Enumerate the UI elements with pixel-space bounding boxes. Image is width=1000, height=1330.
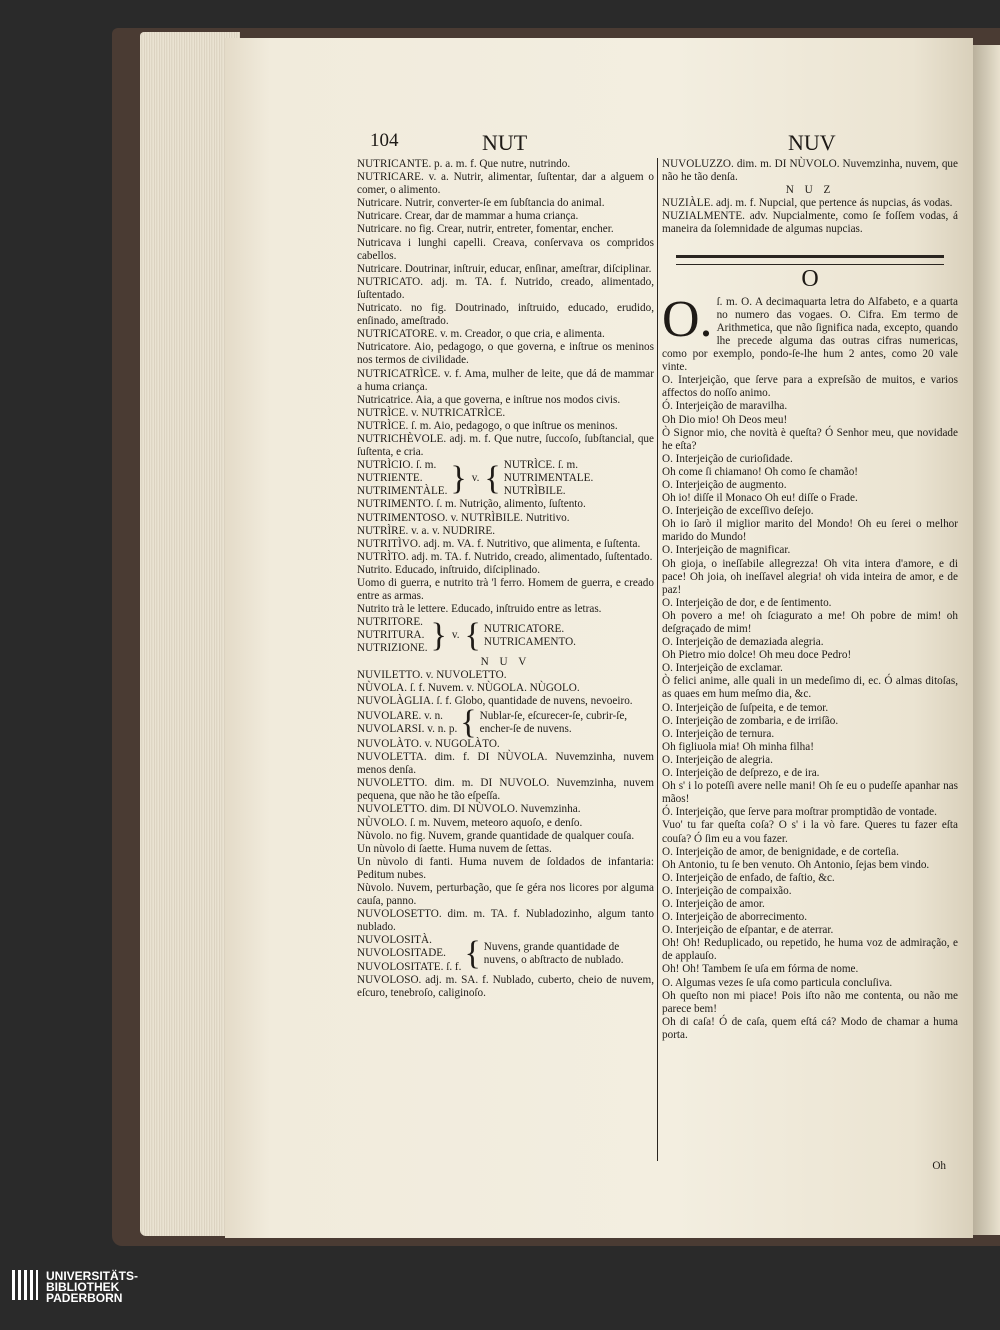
dictionary-entry: NUZIALMENTE. adv. Nupcialmente, como ſe foſſem vodas, á maneira da ſolemnidade de algumas nupcias.	[662, 210, 958, 236]
running-head-right: NUV	[788, 130, 836, 155]
dictionary-entry: Nutricatrice. Aia, a que governa, e inſtrue nos modos civis.	[357, 393, 621, 406]
bracket-headword: NUVOLOSITÀ.	[357, 934, 432, 947]
bracket-definition: Nuvens, grande quantidade de nuvens, o abſtracto de nublado.	[483, 940, 624, 966]
bracket-headword: NUVOLOSITADE.	[357, 947, 446, 960]
dictionary-entry: Ó. Interjeição, que ſerve para moſtrar promptidão de vontade.	[662, 806, 937, 819]
bracket-headword: NUTRIZIONE.	[357, 642, 428, 655]
dictionary-entry: Oh queſto non mi piace! Pois iſto não me contenta, ou não me parece bem!	[662, 989, 958, 1015]
dictionary-entry: NÙVOLO. ſ. m. Nuvem, meteoro aquoſo, e denſo.	[357, 816, 583, 829]
section-heading-nuv: N U V	[480, 655, 531, 668]
bracket-group-nuvolosita: NUVOLOSITÀ. NUVOLOSITADE. NUVOLOSITATE. ſ. f. { Nuvens, grande quantidade de nuvens, o abſtracto de nublado.	[357, 934, 654, 973]
dictionary-entry: O. Interjeição de curioſidade.	[662, 452, 793, 465]
dictionary-entry: NUTRIMENTO. ſ. m. Nutrição, alimento, ſuſtento.	[357, 498, 586, 511]
dictionary-entry: Nutricare. Nutrir, converter-ſe em ſubſtancia do animal.	[357, 197, 605, 210]
dictionary-entry: Nutricare. Doutrinar, inſtruir, educar, enſinar, ameſtrar, diſciplinar.	[357, 262, 652, 275]
library-logo	[0, 1252, 300, 1330]
dictionary-entry: O. Algumas vezes ſe uſa como particula concluſiva.	[662, 976, 893, 989]
bracket-reference: NUTRICATORE.	[483, 622, 565, 635]
dictionary-entry: O. Interjeição de exceſſivo deſejo.	[662, 505, 814, 518]
bracket-headword: NUTRIMENTÀLE.	[357, 485, 448, 498]
dictionary-entry: O. Interjeição de dor, e de ſentimento.	[662, 596, 832, 609]
dictionary-entry: Oh Pietro mio dolce! Oh meu doce Pedro!	[662, 649, 852, 662]
dictionary-entry: Un nùvolo di ſaette. Huma nuvem de ſettas.	[357, 842, 552, 855]
bracket-headword: NUTRÌCIO. ſ. m.	[357, 459, 437, 472]
dictionary-entry: Oh povero a me! oh ſciagurato a me! Oh pobre de mim! oh deſgraçado de mim!	[662, 609, 958, 635]
bracket-headword: NUVOLARSI. v. n. p.	[357, 722, 458, 735]
dictionary-entry: Nutricatore. Aio, pedagogo, o que governa, e inſtrue os meninos nos termos de civilidade.	[357, 341, 654, 367]
dictionary-entry: Oh di caſa! Ó de caſa, quem eſtá cá? Modo de chamar a huma porta.	[662, 1015, 958, 1041]
section-heading-nuz: N U Z	[785, 184, 835, 197]
section-rule-thin	[676, 264, 944, 265]
dictionary-entry: NUTRÌRE. v. a. v. NUDRIRE.	[357, 524, 496, 537]
section-rule	[676, 255, 944, 258]
bracket-reference: NUTRÌBILE.	[503, 485, 566, 498]
letter-heading: O	[801, 265, 819, 292]
drop-cap: O.	[662, 290, 713, 348]
dictionary-entry: O. Interjeição de alegria.	[662, 753, 773, 766]
dictionary-entry: O. Interjeição de augmento.	[662, 478, 787, 491]
dictionary-entry: Oh! Oh! Reduplicado, ou repetido, he huma voz de admiração, e de applauſo.	[662, 937, 958, 963]
dictionary-entry: NUTRÌTO. adj. m. TA. f. Nutrido, creado, alimentado, ſuſtentado.	[357, 550, 653, 563]
dictionary-entry: NUTRICATORE. v. m. Creador, o que cria, e alimenta.	[357, 328, 605, 341]
dictionary-entry: Oh io ſarò il miglior marito del Mondo! Oh eu ſerei o melhor marido do Mundo!	[662, 518, 958, 544]
catchword: Oh	[932, 1160, 946, 1172]
dictionary-entry: NUTRÌCE. ſ. m. Aio, pedagogo, o que inſtrue os meninos.	[357, 419, 618, 432]
logo-line-3: PADERBORN	[46, 1291, 123, 1305]
bracket-mid: v.	[451, 629, 460, 642]
facing-page-edge	[973, 45, 1000, 1235]
bracket-reference: NUTRIMENTALE.	[503, 472, 594, 485]
dictionary-entry: O. Interjeição de zombaria, e de irriſão.	[662, 714, 839, 727]
bracket-headword: NUVOLARE. v. n.	[357, 709, 443, 722]
dictionary-entry: Nùvolo. Nuvem, perturbação, que ſe géra nos licores por alguma cauſa, panno.	[357, 881, 654, 908]
dictionary-entry: O. Interjeição de enfado, de faſtio, &c.	[662, 871, 835, 884]
library-logo-mark-icon	[12, 1270, 38, 1300]
dictionary-entry: Nutricato. no fig. Doutrinado, inſtruido, educado, erudido, enſinado, ameſtrado.	[357, 302, 654, 328]
dictionary-entry: NUVOLETTO. dim. m. DI NUVOLO. Nuvemzinha, nuvem pequena, que não he tão eſpeſſa.	[357, 777, 654, 803]
dictionary-entry: Oh come ſi chiamano! Oh como ſe chamão!	[662, 465, 859, 478]
dictionary-entry: NUTRICATO. adj. m. TA. f. Nutrido, creado, alimentado, ſuſtentado.	[357, 275, 654, 301]
dictionary-entry: NUTRICARE. v. a. Nutrir, alimentar, ſuſtentar, dar a alguem o comer, o alimento.	[357, 171, 654, 197]
dictionary-entry: NUTRICATRÌCE. v. f. Ama, mulher de leite, que dá de mammar a huma criança.	[357, 367, 654, 393]
o-intro-text: ſ. m. O. A decimaquarta letra do Alfabeto, e a quarta no numero das vogaes. O. Cifra. Em termo de Arithmetica, que não ſignifica nada, excepto, quando lhe precede alguma das outras cifras numericas, como por exemplo, pondo-ſe-lhe hum 2 antes, como 20 vale vinte.	[662, 295, 958, 374]
dictionary-entry: Ó. Interjeição de maravilha.	[662, 400, 788, 413]
dictionary-entry: O. Interjeição de magnificar.	[662, 544, 791, 557]
dictionary-entry: Ò felici anime, alle quali in un medeſimo di, ec. Ó almas ditoſas, as quaes em hum meſmo dia, &c.	[662, 675, 958, 701]
dictionary-entry: NUTRÌCE. v. NUTRICATRÌCE.	[357, 406, 506, 419]
dictionary-entry: O. Interjeição de demaziada alegria.	[662, 636, 824, 649]
dictionary-entry: Oh gioja, o ineſſabile allegrezza! Oh vita intera d'amore, e di pace! Oh joia, oh ineſſavel alegria! oh vida inteira de amor, e de paz!	[662, 557, 958, 596]
dictionary-entry: Oh Dio mio! Oh Deos meu!	[662, 413, 788, 426]
dictionary-entry: Nutricare. no fig. Crear, nutrir, entreter, fomentar, encher.	[357, 223, 614, 236]
bracket-reference: NUTRÌCE. ſ. m.	[503, 459, 579, 472]
dictionary-entry: NÙVOLA. ſ. f. Nuvem. v. NÙGOLA. NÙGOLO.	[357, 681, 580, 694]
dictionary-entry: NUTRICHÈVOLE. adj. m. f. Que nutre, ſuccoſo, ſubſtancial, que ſuſtenta, e cria.	[357, 432, 654, 459]
dictionary-entry: O. Interjeição, que ſerve para a expreſsão de muitos, e varios affectos do noſſo animo.	[662, 374, 958, 400]
bracket-mid: v.	[471, 472, 480, 485]
logo-line-1: UNIVERSITÄTS-	[46, 1269, 139, 1283]
bracket-headword: NUTRITORE.	[357, 616, 423, 629]
right-column	[662, 158, 958, 1042]
dictionary-entry: O. Interjeição de compaixão.	[662, 884, 792, 897]
dictionary-entry: Nutrito trà le lettere. Educado, inſtruido entre as letras.	[357, 603, 602, 616]
bracket-headword: NUTRIENTE.	[357, 472, 423, 485]
dictionary-entry: O. Interjeição de deſprezo, e de ira.	[662, 767, 820, 780]
bracket-headword: NUTRITURA.	[357, 629, 425, 642]
bracket-headword: NUVOLOSITATE. ſ. f.	[357, 960, 462, 973]
dictionary-entry: O. Interjeição de amor, de benignidade, e de corteſia.	[662, 845, 899, 858]
column-divider	[657, 158, 658, 1161]
dictionary-entry: Oh s' i lo poteſſi avere nelle mani! Oh ſe eu o pudeſſe apanhar nas mãos!	[662, 780, 958, 806]
bracket-definition: Nublar-ſe, eſcurecer-ſe, cubrir-ſe, encher-ſe de nuvens.	[479, 709, 628, 735]
dictionary-entry: Oh figliuola mia! Oh minha filha!	[662, 740, 814, 753]
dictionary-entry: Uomo di guerra, e nutrito trà 'l ferro. Homem de guerra, e creado entre as armas.	[357, 577, 654, 603]
dictionary-entry: NUVOLOSO. adj. m. SA. f. Nublado, cuberto, cheio de nuvem, eſcuro, tenebroſo, caliginoſo.	[357, 973, 654, 999]
dictionary-entry: Un nùvolo di fanti. Huma nuvem de ſoldados de infantaria: Peditum nubes.	[357, 855, 654, 881]
dictionary-entry: NUTRITÌVO. adj. m. VA. f. Nutritivo, que alimenta, e ſuſtenta.	[357, 537, 641, 550]
logo-line-2: BIBLIOTHEK	[46, 1280, 120, 1294]
bracket-group-nutritore: NUTRITORE. NUTRITURA. NUTRIZIONE. } v. { NUTRICATORE. NUTRICAMENTO.	[357, 616, 654, 655]
bracket-group-nutricio: NUTRÌCIO. ſ. m. NUTRIENTE. NUTRIMENTÀLE. } v. { NUTRÌCE. ſ. m. NUTRIMENTALE. NUTRÌBILE.	[357, 459, 654, 498]
dictionary-entry: Ò Signor mio, che novità è queſta? Ó Senhor meu, que novidade he eſta?	[662, 426, 958, 452]
dictionary-entry: NUTRIMENTOSO. v. NUTRÌBILE. Nutritivo.	[357, 511, 570, 524]
dictionary-entry: Nutricava i lunghi capelli. Creava, conſervava os compridos cabellos.	[357, 236, 654, 262]
page-number: 104	[370, 130, 399, 151]
dictionary-entry: Oh io! diſſe il Monaco Oh eu! diſſe o Frade.	[662, 492, 858, 505]
dictionary-entry: Oh! Oh! Tambem ſe uſa em fórma de nome.	[662, 963, 859, 976]
dictionary-entry: Nùvolo. no fig. Nuvem, grande quantidade de qualquer couſa.	[357, 829, 635, 842]
running-head-left: NUT	[482, 130, 528, 155]
dictionary-entry: Nutricare. Crear, dar de mammar a huma criança.	[357, 210, 579, 223]
dictionary-entry: Nutrito. Educado, inſtruido, diſciplinado.	[357, 563, 541, 576]
dictionary-entry: O. Interjeição de exclamar.	[662, 662, 783, 675]
dictionary-entry: NUVILETTO. v. NUVOLETTO.	[357, 668, 507, 681]
dictionary-entry: O. Interjeição de amor.	[662, 897, 765, 910]
dictionary-entry: NUVOLUZZO. dim. m. DI NÙVOLO. Nuvemzinha, nuvem, que não he tão denſa.	[662, 158, 958, 184]
dictionary-entry: O. Interjeição de eſpantar, e de aterrar.	[662, 924, 834, 937]
dictionary-entry: O. Interjeição de ſuſpeita, e de temor.	[662, 701, 829, 714]
dictionary-entry: NUVOLÀTO. v. NUGOLÀTO.	[357, 737, 500, 750]
bracket-group-nuvolare: NUVOLARE. v. n. NUVOLARSI. v. n. p. { Nublar-ſe, eſcurecer-ſe, cubrir-ſe, encher-ſe de nuvens.	[357, 708, 654, 738]
dictionary-entry: O. Interjeição de aborrecimento.	[662, 911, 808, 924]
dictionary-entry: NUVOLÀGLIA. ſ. f. Globo, quantidade de nuvens, nevoeiro.	[357, 694, 633, 707]
dictionary-entry: NUZIÀLE. adj. m. f. Nupcial, que pertence ás nupcias, ás vodas.	[662, 197, 953, 210]
dictionary-entry: NUVOLETTO. dim. DI NÙVOLO. Nuvemzinha.	[357, 803, 581, 816]
dictionary-entry: NUVOLOSETTO. dim. m. TA. f. Nubladozinho, algum tanto nublado.	[357, 908, 654, 934]
bracket-reference: NUTRICAMENTO.	[483, 635, 576, 648]
o-intro-entry	[662, 290, 958, 375]
dictionary-entry: Vuo' tu far queſta coſa? O s' i la vò fare. Queres tu fazer eſta couſa? Ó ſim eu a vou fazer.	[662, 819, 958, 845]
left-column	[357, 158, 654, 1000]
dictionary-entry: NUVOLETTA. dim. f. DI NÙVOLA. Nuvemzinha, nuvem menos denſa.	[357, 751, 654, 777]
dictionary-entry: O. Interjeição de ternura.	[662, 727, 775, 740]
dictionary-entry: Oh Antonio, tu ſe ben venuto. Oh Antonio, ſejas bem vindo.	[662, 858, 930, 871]
dictionary-entry: NUTRICANTE. p. a. m. f. Que nutre, nutrindo.	[357, 158, 571, 170]
